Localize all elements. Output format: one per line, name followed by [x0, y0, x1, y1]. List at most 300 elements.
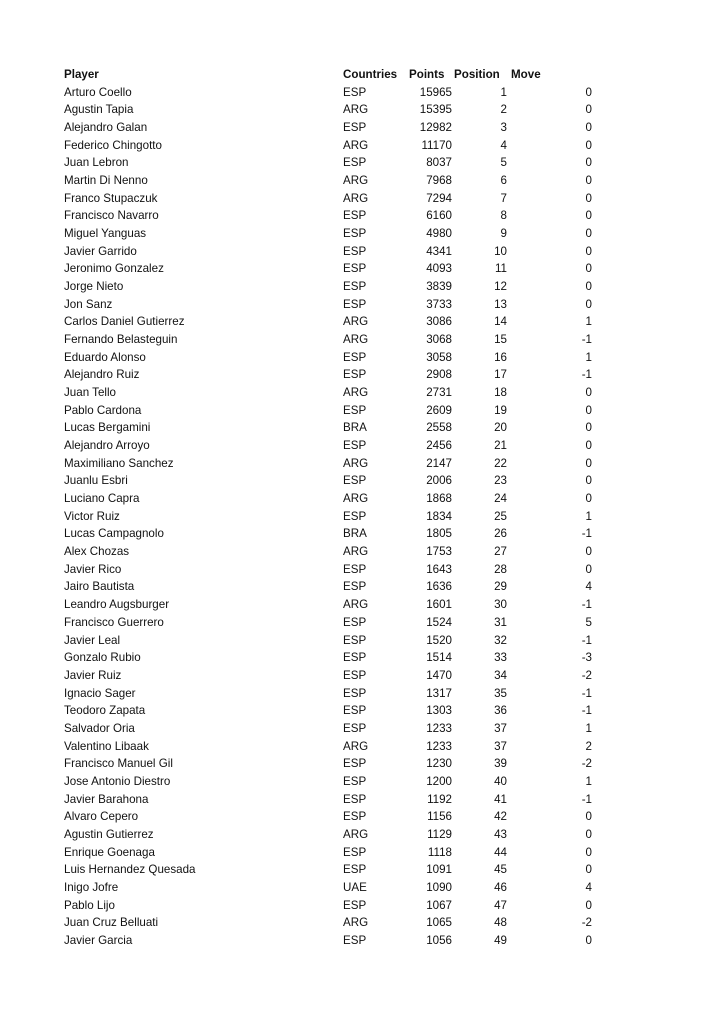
- points-cell: 1233: [426, 721, 452, 735]
- country-cell: ARG: [343, 191, 369, 205]
- position-cell: 43: [494, 827, 507, 841]
- position-cell: 41: [494, 792, 507, 806]
- move-cell: 0: [585, 227, 592, 241]
- table-row: [0, 808, 724, 826]
- table-row: [0, 667, 724, 685]
- points-cell: 4093: [426, 262, 452, 276]
- player-cell: Alejandro Galan: [64, 121, 148, 135]
- points-cell: 3733: [426, 297, 452, 311]
- position-cell: 33: [494, 651, 507, 665]
- move-cell: 1: [585, 350, 592, 364]
- move-cell: 0: [585, 156, 592, 170]
- country-cell: ESP: [343, 898, 367, 912]
- table-row: [0, 490, 724, 508]
- country-cell: ARG: [343, 333, 369, 347]
- points-cell: 8037: [426, 156, 452, 170]
- table-row: [0, 101, 724, 119]
- table-row: [0, 137, 724, 155]
- table-row: [0, 278, 724, 296]
- points-cell: 2558: [426, 421, 452, 435]
- table-row: [0, 932, 724, 950]
- country-cell: ARG: [343, 916, 369, 930]
- player-cell: Leandro Augsburger: [64, 598, 170, 612]
- position-cell: 48: [494, 916, 507, 930]
- position-cell: 35: [494, 686, 507, 700]
- move-cell: -1: [581, 333, 592, 347]
- player-cell: Javier Garcia: [64, 933, 133, 947]
- country-cell: ESP: [343, 403, 367, 417]
- move-cell: 1: [585, 721, 592, 735]
- position-cell: 25: [494, 509, 507, 523]
- table-row: [0, 207, 724, 225]
- player-cell: Federico Chingotto: [64, 138, 162, 152]
- table-row: [0, 844, 724, 862]
- player-cell: Luciano Capra: [64, 492, 140, 506]
- position-cell: 17: [494, 368, 507, 382]
- position-cell: 6: [500, 174, 507, 188]
- points-cell: 2731: [426, 386, 452, 400]
- header-move: Move: [511, 68, 541, 81]
- player-cell: Valentino Libaak: [64, 739, 149, 753]
- position-cell: 49: [494, 933, 507, 947]
- position-cell: 18: [494, 386, 507, 400]
- points-cell: 15395: [419, 103, 452, 117]
- move-cell: 0: [585, 492, 592, 506]
- move-cell: 0: [585, 474, 592, 488]
- points-cell: 3058: [426, 350, 452, 364]
- player-cell: Jose Antonio Diestro: [64, 774, 171, 788]
- player-cell: Alejandro Arroyo: [64, 439, 150, 453]
- country-cell: ESP: [343, 85, 367, 99]
- points-cell: 1520: [426, 633, 452, 647]
- country-cell: ESP: [343, 209, 367, 223]
- position-cell: 32: [494, 633, 507, 647]
- player-cell: Ignacio Sager: [64, 686, 136, 700]
- table-row: [0, 366, 724, 384]
- move-cell: 0: [585, 262, 592, 276]
- position-cell: 29: [494, 580, 507, 594]
- player-cell: Miguel Yanguas: [64, 227, 147, 241]
- position-cell: 31: [494, 615, 507, 629]
- position-cell: 3: [500, 121, 507, 135]
- position-cell: 26: [494, 527, 507, 541]
- points-cell: 1091: [426, 863, 452, 877]
- position-cell: 42: [494, 810, 507, 824]
- table-row: [0, 596, 724, 614]
- move-cell: -2: [581, 668, 592, 682]
- country-cell: ESP: [343, 156, 367, 170]
- move-cell: 1: [585, 774, 592, 788]
- player-cell: Javier Barahona: [64, 792, 149, 806]
- points-cell: 1470: [426, 668, 452, 682]
- country-cell: BRA: [343, 527, 367, 541]
- country-cell: ESP: [343, 633, 367, 647]
- position-cell: 5: [500, 156, 507, 170]
- player-cell: Juan Tello: [64, 386, 116, 400]
- position-cell: 16: [494, 350, 507, 364]
- position-cell: 45: [494, 863, 507, 877]
- player-cell: Juan Cruz Belluati: [64, 916, 159, 930]
- country-cell: ESP: [343, 368, 367, 382]
- points-cell: 1192: [427, 792, 452, 806]
- country-cell: ESP: [343, 280, 367, 294]
- player-cell: Lucas Bergamini: [64, 421, 151, 435]
- points-cell: 1090: [426, 880, 452, 894]
- table-row: [0, 773, 724, 791]
- position-cell: 44: [494, 845, 507, 859]
- player-cell: Alejandro Ruiz: [64, 368, 140, 382]
- position-cell: 10: [494, 244, 507, 258]
- table-row: [0, 331, 724, 349]
- move-cell: 4: [585, 880, 592, 894]
- player-cell: Salvador Oria: [64, 721, 135, 735]
- points-cell: 1200: [426, 774, 452, 788]
- player-cell: Francisco Guerrero: [64, 615, 164, 629]
- position-cell: 23: [494, 474, 507, 488]
- player-cell: Javier Ruiz: [64, 668, 122, 682]
- table-row: [0, 119, 724, 137]
- points-cell: 4980: [426, 227, 452, 241]
- table-row: [0, 826, 724, 844]
- table-row: [0, 190, 724, 208]
- table-row: [0, 455, 724, 473]
- table-row: [0, 543, 724, 561]
- table-row: [0, 720, 724, 738]
- points-cell: 1834: [426, 509, 452, 523]
- points-cell: 1317: [426, 686, 452, 700]
- position-cell: 14: [494, 315, 507, 329]
- country-cell: ESP: [343, 509, 367, 523]
- move-cell: 0: [585, 439, 592, 453]
- move-cell: 0: [585, 121, 592, 135]
- country-cell: ESP: [343, 845, 367, 859]
- table-row: [0, 879, 724, 897]
- player-cell: Pablo Cardona: [64, 403, 142, 417]
- points-cell: 2456: [426, 439, 452, 453]
- table-row: [0, 685, 724, 703]
- country-cell: ESP: [343, 439, 367, 453]
- country-cell: ARG: [343, 456, 369, 470]
- header-position: Position: [454, 68, 500, 81]
- country-cell: ESP: [343, 615, 367, 629]
- position-cell: 1: [500, 85, 507, 99]
- table-row: [0, 154, 724, 172]
- player-cell: Javier Garrido: [64, 244, 137, 258]
- position-cell: 28: [494, 562, 507, 576]
- country-cell: ESP: [343, 792, 367, 806]
- move-cell: 0: [585, 85, 592, 99]
- country-cell: ARG: [343, 103, 369, 117]
- player-cell: Martin Di Nenno: [64, 174, 148, 188]
- table-row: [0, 402, 724, 420]
- move-cell: 0: [585, 244, 592, 258]
- points-cell: 3068: [426, 333, 452, 347]
- points-cell: 1753: [426, 545, 452, 559]
- points-cell: 2147: [426, 456, 452, 470]
- table-row: [0, 260, 724, 278]
- move-cell: -1: [581, 368, 592, 382]
- move-cell: 0: [585, 191, 592, 205]
- table-row: [0, 472, 724, 490]
- country-cell: ESP: [343, 668, 367, 682]
- move-cell: 0: [585, 898, 592, 912]
- move-cell: 0: [585, 456, 592, 470]
- points-cell: 1643: [426, 562, 452, 576]
- table-row: [0, 508, 724, 526]
- country-cell: ESP: [343, 810, 367, 824]
- move-cell: 0: [585, 386, 592, 400]
- table-header: [0, 66, 724, 84]
- points-cell: 11170: [421, 138, 452, 152]
- country-cell: ESP: [343, 244, 367, 258]
- points-cell: 3839: [426, 280, 452, 294]
- country-cell: ESP: [343, 704, 367, 718]
- table-row: [0, 84, 724, 102]
- table-body: [0, 84, 724, 950]
- points-cell: 1118: [427, 845, 452, 859]
- player-cell: Pablo Lijo: [64, 898, 115, 912]
- move-cell: -1: [581, 633, 592, 647]
- position-cell: 24: [494, 492, 507, 506]
- player-cell: Luis Hernandez Quesada: [64, 863, 196, 877]
- header-countries: Countries: [343, 68, 398, 81]
- table-row: [0, 897, 724, 915]
- table-row: [0, 419, 724, 437]
- move-cell: 0: [585, 863, 592, 877]
- points-cell: 1233: [426, 739, 452, 753]
- player-cell: Jeronimo Gonzalez: [64, 262, 164, 276]
- points-cell: 6160: [426, 209, 452, 223]
- player-cell: Juan Lebron: [64, 156, 129, 170]
- move-cell: 0: [585, 810, 592, 824]
- points-cell: 2609: [426, 403, 452, 417]
- position-cell: 47: [494, 898, 507, 912]
- country-cell: ESP: [343, 686, 367, 700]
- player-cell: Arturo Coello: [64, 85, 132, 99]
- move-cell: -2: [581, 757, 592, 771]
- points-cell: 1156: [427, 810, 452, 824]
- position-cell: 15: [494, 333, 507, 347]
- move-cell: 0: [585, 297, 592, 311]
- country-cell: ESP: [343, 863, 367, 877]
- points-cell: 1056: [426, 933, 452, 947]
- table-row: [0, 861, 724, 879]
- player-cell: Maximiliano Sanchez: [64, 456, 174, 470]
- country-cell: BRA: [343, 421, 367, 435]
- position-cell: 22: [494, 456, 507, 470]
- player-cell: Lucas Campagnolo: [64, 527, 164, 541]
- player-cell: Alex Chozas: [64, 545, 130, 559]
- header-player: Player: [64, 68, 99, 81]
- position-cell: 36: [494, 704, 507, 718]
- player-cell: Teodoro Zapata: [64, 704, 146, 718]
- country-cell: ESP: [343, 721, 367, 735]
- position-cell: 4: [500, 138, 507, 152]
- country-cell: ARG: [343, 174, 369, 188]
- player-cell: Carlos Daniel Gutierrez: [64, 315, 185, 329]
- points-cell: 3086: [426, 315, 452, 329]
- move-cell: 0: [585, 827, 592, 841]
- country-cell: ARG: [343, 545, 369, 559]
- points-cell: 1636: [426, 580, 452, 594]
- table-row: [0, 914, 724, 932]
- player-cell: Jairo Bautista: [64, 580, 135, 594]
- table-row: [0, 738, 724, 756]
- country-cell: ESP: [343, 121, 367, 135]
- points-cell: 1868: [426, 492, 452, 506]
- country-cell: ESP: [343, 933, 367, 947]
- move-cell: 5: [585, 615, 592, 629]
- player-cell: Juanlu Esbri: [64, 474, 128, 488]
- country-cell: ESP: [343, 774, 367, 788]
- table-row: [0, 243, 724, 261]
- points-cell: 1129: [427, 827, 452, 841]
- points-cell: 7294: [426, 191, 452, 205]
- points-cell: 1805: [426, 527, 452, 541]
- country-cell: ESP: [343, 580, 367, 594]
- position-cell: 11: [494, 262, 507, 276]
- move-cell: 2: [585, 739, 592, 753]
- country-cell: ARG: [343, 386, 369, 400]
- move-cell: 0: [585, 174, 592, 188]
- player-cell: Agustin Gutierrez: [64, 827, 154, 841]
- position-cell: 37: [494, 739, 507, 753]
- points-cell: 1514: [426, 651, 452, 665]
- player-cell: Jon Sanz: [64, 297, 113, 311]
- points-cell: 4341: [426, 244, 452, 258]
- table-row: [0, 614, 724, 632]
- points-cell: 2908: [426, 368, 452, 382]
- player-cell: Alvaro Cepero: [64, 810, 139, 824]
- points-cell: 1065: [426, 916, 452, 930]
- position-cell: 34: [494, 668, 507, 682]
- player-cell: Javier Rico: [64, 562, 122, 576]
- table-row: [0, 296, 724, 314]
- points-cell: 2006: [426, 474, 452, 488]
- position-cell: 19: [494, 403, 507, 417]
- player-cell: Agustin Tapia: [64, 103, 134, 117]
- player-cell: Francisco Manuel Gil: [64, 757, 173, 771]
- points-cell: 1067: [426, 898, 452, 912]
- country-cell: ARG: [343, 315, 369, 329]
- position-cell: 8: [500, 209, 507, 223]
- position-cell: 37: [494, 721, 507, 735]
- player-cell: Jorge Nieto: [64, 280, 124, 294]
- table-row: [0, 561, 724, 579]
- table-row: [0, 702, 724, 720]
- table-row: [0, 791, 724, 809]
- country-cell: ESP: [343, 350, 367, 364]
- table-row: [0, 578, 724, 596]
- table-row: [0, 632, 724, 650]
- position-cell: 46: [494, 880, 507, 894]
- country-cell: ESP: [343, 562, 367, 576]
- country-cell: UAE: [343, 880, 367, 894]
- country-cell: ARG: [343, 739, 369, 753]
- position-cell: 40: [494, 774, 507, 788]
- position-cell: 9: [500, 227, 507, 241]
- table-row: [0, 384, 724, 402]
- country-cell: ARG: [343, 827, 369, 841]
- country-cell: ESP: [343, 297, 367, 311]
- position-cell: 21: [494, 439, 507, 453]
- country-cell: ESP: [343, 262, 367, 276]
- move-cell: -1: [581, 527, 592, 541]
- table-row: [0, 525, 724, 543]
- points-cell: 1524: [426, 615, 452, 629]
- country-cell: ARG: [343, 138, 369, 152]
- move-cell: -1: [581, 686, 592, 700]
- player-cell: Franco Stupaczuk: [64, 191, 158, 205]
- move-cell: -1: [581, 598, 592, 612]
- table-row: [0, 349, 724, 367]
- points-cell: 15965: [419, 85, 452, 99]
- move-cell: 0: [585, 209, 592, 223]
- table-row: [0, 313, 724, 331]
- player-cell: Javier Leal: [64, 633, 121, 647]
- player-cell: Francisco Navarro: [64, 209, 159, 223]
- points-cell: 1230: [426, 757, 452, 771]
- move-cell: -2: [581, 916, 592, 930]
- points-cell: 1303: [426, 704, 452, 718]
- position-cell: 20: [494, 421, 507, 435]
- player-cell: Fernando Belasteguin: [64, 333, 178, 347]
- move-cell: 0: [585, 138, 592, 152]
- points-cell: 7968: [426, 174, 452, 188]
- country-cell: ESP: [343, 474, 367, 488]
- move-cell: -1: [581, 704, 592, 718]
- table-row: [0, 225, 724, 243]
- points-cell: 1601: [426, 598, 452, 612]
- table-row: [0, 437, 724, 455]
- move-cell: 1: [585, 509, 592, 523]
- table-row: [0, 172, 724, 190]
- move-cell: 0: [585, 562, 592, 576]
- position-cell: 39: [494, 757, 507, 771]
- move-cell: 0: [585, 545, 592, 559]
- player-cell: Inigo Jofre: [64, 880, 119, 894]
- move-cell: 0: [585, 845, 592, 859]
- position-cell: 2: [500, 103, 507, 117]
- move-cell: 4: [585, 580, 592, 594]
- position-cell: 12: [494, 280, 507, 294]
- move-cell: -1: [581, 792, 592, 806]
- country-cell: ARG: [343, 492, 369, 506]
- header-points: Points: [409, 68, 445, 81]
- position-cell: 7: [500, 191, 507, 205]
- player-cell: Eduardo Alonso: [64, 350, 146, 364]
- player-cell: Gonzalo Rubio: [64, 651, 141, 665]
- position-cell: 27: [494, 545, 507, 559]
- move-cell: 0: [585, 280, 592, 294]
- ranking-table: [0, 66, 724, 950]
- move-cell: 0: [585, 403, 592, 417]
- country-cell: ESP: [343, 651, 367, 665]
- points-cell: 12982: [419, 121, 452, 135]
- player-cell: Victor Ruiz: [64, 509, 120, 523]
- country-cell: ESP: [343, 757, 367, 771]
- table-row: [0, 649, 724, 667]
- country-cell: ARG: [343, 598, 369, 612]
- position-cell: 30: [494, 598, 507, 612]
- move-cell: 0: [585, 103, 592, 117]
- position-cell: 13: [494, 297, 507, 311]
- table-row: [0, 755, 724, 773]
- move-cell: 0: [585, 421, 592, 435]
- country-cell: ESP: [343, 227, 367, 241]
- player-cell: Enrique Goenaga: [64, 845, 155, 859]
- move-cell: -3: [581, 651, 592, 665]
